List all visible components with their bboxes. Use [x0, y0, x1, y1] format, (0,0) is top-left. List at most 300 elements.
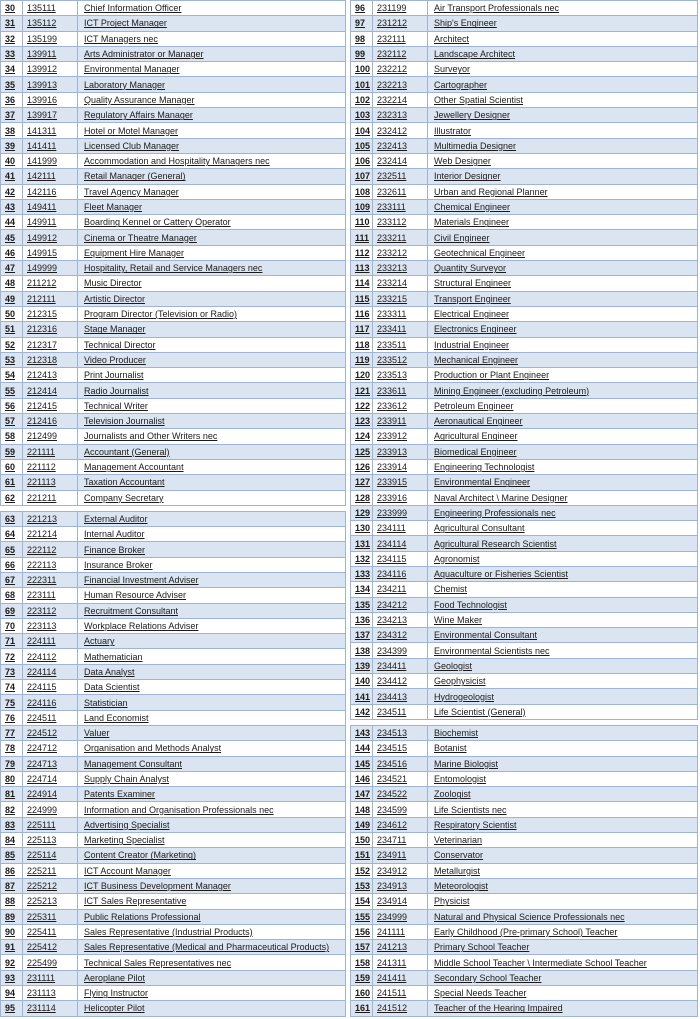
occupation-code-link[interactable] [23, 291, 78, 306]
occupation-code-link[interactable] [373, 955, 428, 970]
occupation-name-link[interactable] [428, 62, 698, 77]
row-number-link[interactable] [351, 725, 373, 740]
occupation-code-link[interactable] [373, 1, 428, 16]
occupation-code-link[interactable] [373, 863, 428, 878]
row-number-link[interactable] [351, 138, 373, 153]
occupation-name-link[interactable] [78, 46, 346, 61]
occupation-code-link[interactable] [23, 414, 78, 429]
row-number-link[interactable] [351, 1, 373, 16]
row-number-link[interactable] [1, 352, 23, 367]
occupation-name-link[interactable] [78, 291, 346, 306]
occupation-code-link[interactable] [23, 572, 78, 587]
occupation-name-link[interactable] [78, 664, 346, 679]
occupation-code-link[interactable] [373, 62, 428, 77]
occupation-name-link[interactable] [428, 490, 698, 505]
row-number-link[interactable] [1, 368, 23, 383]
occupation-name-link[interactable] [78, 475, 346, 490]
occupation-code-link[interactable] [23, 511, 78, 526]
occupation-code-link[interactable] [23, 306, 78, 321]
row-number-link[interactable] [351, 77, 373, 92]
row-number-link[interactable] [351, 123, 373, 138]
occupation-code-link[interactable] [23, 725, 78, 740]
row-number-link[interactable] [1, 970, 23, 985]
occupation-code-link[interactable] [373, 689, 428, 704]
occupation-name-link[interactable] [428, 894, 698, 909]
occupation-name-link[interactable] [428, 1, 698, 16]
occupation-code-link[interactable] [23, 123, 78, 138]
occupation-name-link[interactable] [428, 612, 698, 627]
row-number-link[interactable] [1, 680, 23, 695]
occupation-code-link[interactable] [373, 352, 428, 367]
row-number-link[interactable] [351, 245, 373, 260]
row-number-link[interactable] [351, 756, 373, 771]
row-number-link[interactable] [1, 557, 23, 572]
occupation-code-link[interactable] [373, 123, 428, 138]
occupation-code-link[interactable] [373, 505, 428, 520]
occupation-name-link[interactable] [428, 261, 698, 276]
occupation-name-link[interactable] [78, 16, 346, 31]
occupation-name-link[interactable] [78, 184, 346, 199]
occupation-code-link[interactable] [373, 848, 428, 863]
occupation-name-link[interactable] [78, 771, 346, 786]
row-number-link[interactable] [351, 612, 373, 627]
occupation-code-link[interactable] [23, 817, 78, 832]
occupation-name-link[interactable] [428, 459, 698, 474]
occupation-name-link[interactable] [428, 475, 698, 490]
row-number-link[interactable] [1, 215, 23, 230]
row-number-link[interactable] [351, 153, 373, 168]
occupation-code-link[interactable] [23, 352, 78, 367]
occupation-code-link[interactable] [23, 940, 78, 955]
occupation-code-link[interactable] [373, 674, 428, 689]
occupation-code-link[interactable] [23, 664, 78, 679]
row-number-link[interactable] [351, 924, 373, 939]
occupation-name-link[interactable] [78, 863, 346, 878]
occupation-name-link[interactable] [78, 695, 346, 710]
occupation-code-link[interactable] [373, 566, 428, 581]
occupation-code-link[interactable] [373, 970, 428, 985]
row-number-link[interactable] [351, 31, 373, 46]
row-number-link[interactable] [351, 337, 373, 352]
occupation-code-link[interactable] [23, 276, 78, 291]
row-number-link[interactable] [1, 444, 23, 459]
occupation-name-link[interactable] [428, 92, 698, 107]
row-number-link[interactable] [1, 725, 23, 740]
occupation-code-link[interactable] [373, 741, 428, 756]
occupation-code-link[interactable] [373, 1001, 428, 1016]
occupation-name-link[interactable] [78, 77, 346, 92]
occupation-code-link[interactable] [373, 582, 428, 597]
row-number-link[interactable] [1, 741, 23, 756]
occupation-code-link[interactable] [373, 291, 428, 306]
occupation-code-link[interactable] [23, 588, 78, 603]
row-number-link[interactable] [351, 582, 373, 597]
occupation-name-link[interactable] [78, 970, 346, 985]
occupation-code-link[interactable] [23, 368, 78, 383]
occupation-name-link[interactable] [78, 680, 346, 695]
occupation-name-link[interactable] [428, 444, 698, 459]
occupation-name-link[interactable] [428, 108, 698, 123]
occupation-code-link[interactable] [23, 802, 78, 817]
row-number-link[interactable] [351, 414, 373, 429]
occupation-name-link[interactable] [428, 169, 698, 184]
occupation-name-link[interactable] [428, 674, 698, 689]
occupation-name-link[interactable] [428, 352, 698, 367]
occupation-code-link[interactable] [373, 704, 428, 719]
row-number-link[interactable] [1, 245, 23, 260]
occupation-code-link[interactable] [23, 848, 78, 863]
row-number-link[interactable] [351, 215, 373, 230]
occupation-name-link[interactable] [428, 306, 698, 321]
occupation-name-link[interactable] [428, 787, 698, 802]
row-number-link[interactable] [351, 322, 373, 337]
row-number-link[interactable] [1, 291, 23, 306]
occupation-code-link[interactable] [23, 680, 78, 695]
row-number-link[interactable] [351, 46, 373, 61]
occupation-code-link[interactable] [373, 475, 428, 490]
occupation-code-link[interactable] [23, 970, 78, 985]
row-number-link[interactable] [1, 490, 23, 505]
row-number-link[interactable] [351, 199, 373, 214]
row-number-link[interactable] [351, 429, 373, 444]
occupation-name-link[interactable] [78, 490, 346, 505]
row-number-link[interactable] [351, 108, 373, 123]
occupation-name-link[interactable] [428, 970, 698, 985]
row-number-link[interactable] [1, 459, 23, 474]
row-number-link[interactable] [1, 414, 23, 429]
occupation-code-link[interactable] [373, 490, 428, 505]
row-number-link[interactable] [351, 92, 373, 107]
row-number-link[interactable] [1, 603, 23, 618]
occupation-code-link[interactable] [23, 245, 78, 260]
occupation-code-link[interactable] [373, 894, 428, 909]
occupation-code-link[interactable] [23, 429, 78, 444]
row-number-link[interactable] [351, 674, 373, 689]
row-number-link[interactable] [351, 597, 373, 612]
row-number-link[interactable] [351, 306, 373, 321]
occupation-name-link[interactable] [78, 352, 346, 367]
row-number-link[interactable] [1, 77, 23, 92]
occupation-name-link[interactable] [428, 536, 698, 551]
occupation-name-link[interactable] [428, 398, 698, 413]
occupation-code-link[interactable] [23, 878, 78, 893]
row-number-link[interactable] [351, 16, 373, 31]
occupation-code-link[interactable] [373, 215, 428, 230]
occupation-code-link[interactable] [23, 62, 78, 77]
occupation-code-link[interactable] [373, 199, 428, 214]
occupation-code-link[interactable] [23, 909, 78, 924]
occupation-code-link[interactable] [373, 771, 428, 786]
occupation-name-link[interactable] [78, 741, 346, 756]
occupation-name-link[interactable] [428, 802, 698, 817]
occupation-name-link[interactable] [78, 230, 346, 245]
occupation-code-link[interactable] [373, 398, 428, 413]
row-number-link[interactable] [351, 398, 373, 413]
row-number-link[interactable] [351, 817, 373, 832]
occupation-code-link[interactable] [23, 322, 78, 337]
row-number-link[interactable] [351, 169, 373, 184]
occupation-name-link[interactable] [428, 628, 698, 643]
occupation-name-link[interactable] [428, 551, 698, 566]
occupation-name-link[interactable] [78, 756, 346, 771]
occupation-code-link[interactable] [23, 398, 78, 413]
occupation-name-link[interactable] [78, 833, 346, 848]
occupation-code-link[interactable] [373, 414, 428, 429]
occupation-name-link[interactable] [78, 710, 346, 725]
occupation-name-link[interactable] [428, 566, 698, 581]
row-number-link[interactable] [1, 337, 23, 352]
occupation-code-link[interactable] [373, 276, 428, 291]
occupation-code-link[interactable] [373, 322, 428, 337]
occupation-name-link[interactable] [78, 848, 346, 863]
row-number-link[interactable] [1, 802, 23, 817]
occupation-name-link[interactable] [78, 924, 346, 939]
row-number-link[interactable] [1, 527, 23, 542]
occupation-code-link[interactable] [23, 444, 78, 459]
row-number-link[interactable] [1, 542, 23, 557]
occupation-code-link[interactable] [23, 756, 78, 771]
occupation-name-link[interactable] [78, 909, 346, 924]
occupation-name-link[interactable] [78, 169, 346, 184]
occupation-name-link[interactable] [428, 658, 698, 673]
occupation-code-link[interactable] [23, 199, 78, 214]
row-number-link[interactable] [1, 1001, 23, 1016]
row-number-link[interactable] [351, 970, 373, 985]
occupation-code-link[interactable] [373, 383, 428, 398]
row-number-link[interactable] [1, 878, 23, 893]
occupation-code-link[interactable] [373, 16, 428, 31]
occupation-code-link[interactable] [23, 459, 78, 474]
row-number-link[interactable] [1, 817, 23, 832]
occupation-name-link[interactable] [428, 909, 698, 924]
row-number-link[interactable] [351, 771, 373, 786]
row-number-link[interactable] [1, 649, 23, 664]
row-number-link[interactable] [1, 153, 23, 168]
occupation-name-link[interactable] [78, 649, 346, 664]
occupation-name-link[interactable] [428, 833, 698, 848]
occupation-code-link[interactable] [373, 92, 428, 107]
occupation-name-link[interactable] [78, 153, 346, 168]
row-number-link[interactable] [351, 276, 373, 291]
row-number-link[interactable] [1, 123, 23, 138]
row-number-link[interactable] [1, 383, 23, 398]
row-number-link[interactable] [1, 92, 23, 107]
occupation-name-link[interactable] [78, 459, 346, 474]
occupation-name-link[interactable] [428, 414, 698, 429]
row-number-link[interactable] [1, 787, 23, 802]
row-number-link[interactable] [1, 16, 23, 31]
occupation-code-link[interactable] [23, 261, 78, 276]
occupation-name-link[interactable] [78, 31, 346, 46]
occupation-name-link[interactable] [428, 689, 698, 704]
occupation-name-link[interactable] [78, 337, 346, 352]
row-number-link[interactable] [351, 230, 373, 245]
occupation-code-link[interactable] [23, 1001, 78, 1016]
occupation-name-link[interactable] [78, 322, 346, 337]
row-number-link[interactable] [1, 62, 23, 77]
row-number-link[interactable] [351, 658, 373, 673]
occupation-name-link[interactable] [78, 557, 346, 572]
row-number-link[interactable] [351, 536, 373, 551]
occupation-name-link[interactable] [78, 955, 346, 970]
row-number-link[interactable] [1, 31, 23, 46]
row-number-link[interactable] [1, 771, 23, 786]
occupation-name-link[interactable] [428, 230, 698, 245]
row-number-link[interactable] [1, 261, 23, 276]
occupation-name-link[interactable] [428, 322, 698, 337]
occupation-code-link[interactable] [373, 169, 428, 184]
row-number-link[interactable] [351, 863, 373, 878]
occupation-code-link[interactable] [373, 77, 428, 92]
row-number-link[interactable] [351, 444, 373, 459]
row-number-link[interactable] [351, 475, 373, 490]
occupation-name-link[interactable] [78, 1, 346, 16]
row-number-link[interactable] [1, 429, 23, 444]
occupation-name-link[interactable] [428, 337, 698, 352]
occupation-code-link[interactable] [23, 741, 78, 756]
row-number-link[interactable] [1, 1, 23, 16]
occupation-name-link[interactable] [78, 787, 346, 802]
occupation-name-link[interactable] [428, 16, 698, 31]
occupation-code-link[interactable] [23, 475, 78, 490]
row-number-link[interactable] [351, 909, 373, 924]
occupation-name-link[interactable] [428, 725, 698, 740]
row-number-link[interactable] [1, 511, 23, 526]
row-number-link[interactable] [1, 924, 23, 939]
occupation-name-link[interactable] [78, 725, 346, 740]
row-number-link[interactable] [351, 848, 373, 863]
occupation-code-link[interactable] [373, 878, 428, 893]
row-number-link[interactable] [351, 368, 373, 383]
occupation-code-link[interactable] [373, 612, 428, 627]
occupation-code-link[interactable] [23, 787, 78, 802]
occupation-code-link[interactable] [23, 924, 78, 939]
occupation-code-link[interactable] [373, 756, 428, 771]
occupation-name-link[interactable] [78, 986, 346, 1001]
occupation-name-link[interactable] [78, 878, 346, 893]
occupation-code-link[interactable] [23, 557, 78, 572]
row-number-link[interactable] [351, 894, 373, 909]
occupation-code-link[interactable] [373, 986, 428, 1001]
occupation-name-link[interactable] [78, 572, 346, 587]
occupation-name-link[interactable] [428, 245, 698, 260]
row-number-link[interactable] [1, 695, 23, 710]
row-number-link[interactable] [1, 475, 23, 490]
occupation-code-link[interactable] [23, 337, 78, 352]
occupation-name-link[interactable] [428, 986, 698, 1001]
row-number-link[interactable] [351, 383, 373, 398]
occupation-code-link[interactable] [373, 368, 428, 383]
occupation-name-link[interactable] [428, 31, 698, 46]
occupation-code-link[interactable] [373, 459, 428, 474]
row-number-link[interactable] [1, 634, 23, 649]
occupation-code-link[interactable] [23, 863, 78, 878]
occupation-name-link[interactable] [78, 603, 346, 618]
row-number-link[interactable] [351, 833, 373, 848]
occupation-name-link[interactable] [428, 741, 698, 756]
occupation-name-link[interactable] [78, 414, 346, 429]
occupation-code-link[interactable] [373, 536, 428, 551]
occupation-code-link[interactable] [23, 77, 78, 92]
occupation-name-link[interactable] [78, 588, 346, 603]
occupation-name-link[interactable] [78, 92, 346, 107]
occupation-code-link[interactable] [23, 31, 78, 46]
occupation-name-link[interactable] [428, 215, 698, 230]
occupation-name-link[interactable] [78, 398, 346, 413]
row-number-link[interactable] [351, 986, 373, 1001]
row-number-link[interactable] [351, 352, 373, 367]
occupation-name-link[interactable] [428, 756, 698, 771]
row-number-link[interactable] [1, 833, 23, 848]
occupation-code-link[interactable] [373, 444, 428, 459]
occupation-code-link[interactable] [23, 490, 78, 505]
row-number-link[interactable] [1, 322, 23, 337]
occupation-code-link[interactable] [23, 230, 78, 245]
row-number-link[interactable] [1, 848, 23, 863]
row-number-link[interactable] [1, 169, 23, 184]
occupation-name-link[interactable] [78, 368, 346, 383]
occupation-code-link[interactable] [373, 628, 428, 643]
occupation-name-link[interactable] [78, 199, 346, 214]
occupation-code-link[interactable] [23, 184, 78, 199]
occupation-name-link[interactable] [78, 62, 346, 77]
occupation-name-link[interactable] [78, 215, 346, 230]
row-number-link[interactable] [351, 689, 373, 704]
occupation-code-link[interactable] [373, 802, 428, 817]
occupation-code-link[interactable] [23, 108, 78, 123]
occupation-code-link[interactable] [23, 92, 78, 107]
occupation-name-link[interactable] [428, 138, 698, 153]
occupation-name-link[interactable] [78, 261, 346, 276]
occupation-name-link[interactable] [428, 940, 698, 955]
row-number-link[interactable] [351, 459, 373, 474]
occupation-name-link[interactable] [428, 505, 698, 520]
occupation-name-link[interactable] [428, 184, 698, 199]
occupation-code-link[interactable] [373, 909, 428, 924]
occupation-code-link[interactable] [373, 429, 428, 444]
occupation-name-link[interactable] [78, 542, 346, 557]
occupation-code-link[interactable] [23, 1, 78, 16]
row-number-link[interactable] [351, 62, 373, 77]
occupation-name-link[interactable] [78, 123, 346, 138]
occupation-code-link[interactable] [23, 710, 78, 725]
occupation-code-link[interactable] [23, 153, 78, 168]
occupation-code-link[interactable] [373, 261, 428, 276]
occupation-code-link[interactable] [23, 894, 78, 909]
occupation-name-link[interactable] [428, 643, 698, 658]
occupation-name-link[interactable] [428, 291, 698, 306]
occupation-name-link[interactable] [428, 368, 698, 383]
row-number-link[interactable] [351, 1001, 373, 1016]
row-number-link[interactable] [351, 505, 373, 520]
row-number-link[interactable] [351, 878, 373, 893]
occupation-name-link[interactable] [428, 276, 698, 291]
occupation-name-link[interactable] [428, 46, 698, 61]
occupation-name-link[interactable] [78, 383, 346, 398]
row-number-link[interactable] [1, 986, 23, 1001]
occupation-name-link[interactable] [78, 511, 346, 526]
occupation-name-link[interactable] [428, 955, 698, 970]
occupation-name-link[interactable] [428, 863, 698, 878]
occupation-code-link[interactable] [373, 138, 428, 153]
row-number-link[interactable] [1, 306, 23, 321]
row-number-link[interactable] [1, 138, 23, 153]
row-number-link[interactable] [1, 230, 23, 245]
row-number-link[interactable] [1, 940, 23, 955]
row-number-link[interactable] [1, 863, 23, 878]
row-number-link[interactable] [351, 628, 373, 643]
row-number-link[interactable] [1, 398, 23, 413]
